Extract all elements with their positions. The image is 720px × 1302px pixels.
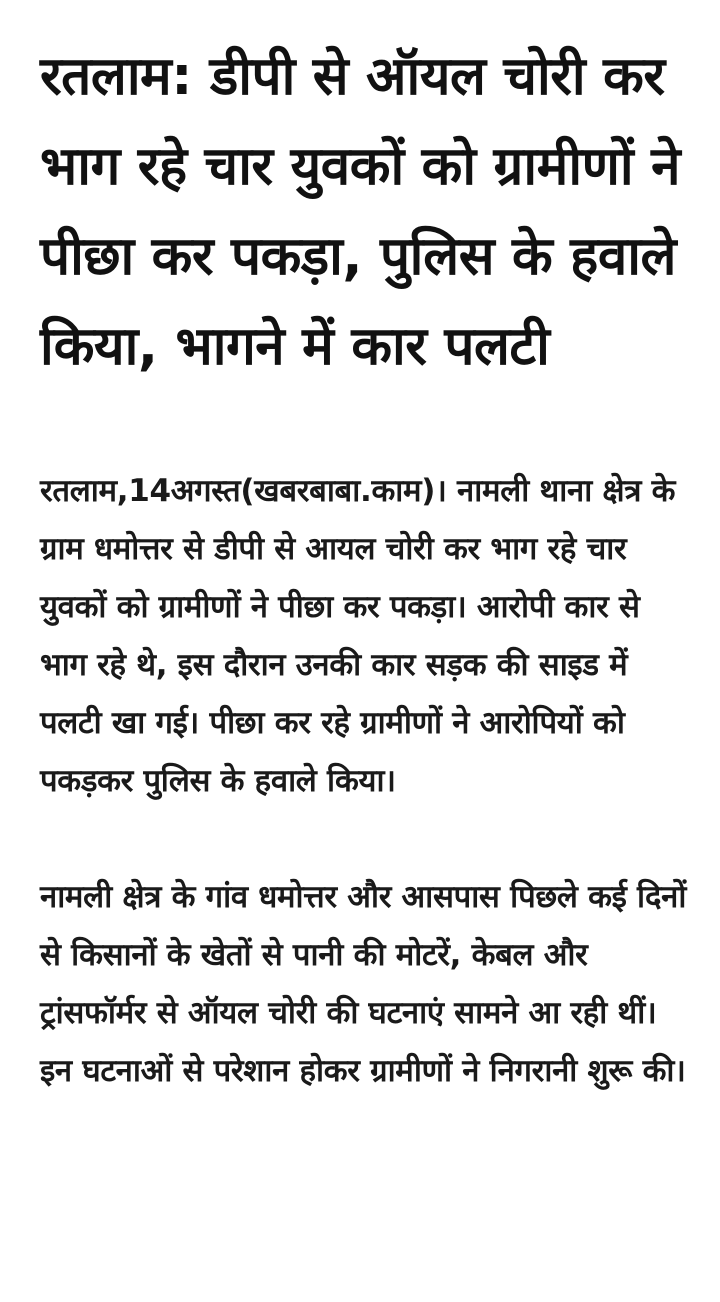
- article-paragraph-1: रतलाम,14अगस्त(खबरबाबा.काम)। नामली थाना क्षेत्र के ग्राम धमोत्तर से डीपी से आयल चोरी कर भाग रहे चार युवकों को ग्रामीणों ने पीछा कर पकड़ा। आरोपी कार से भाग रहे थे, इस दौरान उनकी कार सड़क की साइड में पलटी खा गई। पीछा कर रहे ग्रामीणों ने आरोपियों को पकड़कर पुलिस के हवाले किया।: [40, 473, 676, 799]
- article-headline: रतलाम: डीपी से ऑयल चोरी कर भाग रहे चार युवकों को ग्रामीणों ने पीछा कर पकड़ा, पुलिस के हवाले किया, भागने में कार पलटी: [40, 46, 680, 377]
- article-paragraph-2: नामली क्षेत्र के गांव धमोत्तर और आसपास पिछले कई दिनों से किसानों के खेतों से पानी की मोटरें, केबल और ट्रांसफॉर्मर से ऑयल चोरी की घटनाएं सामने आ रही थीं। इन घटनाओं से परेशान होकर ग्रामीणों ने निगरानी शुरू की।: [40, 879, 687, 1089]
